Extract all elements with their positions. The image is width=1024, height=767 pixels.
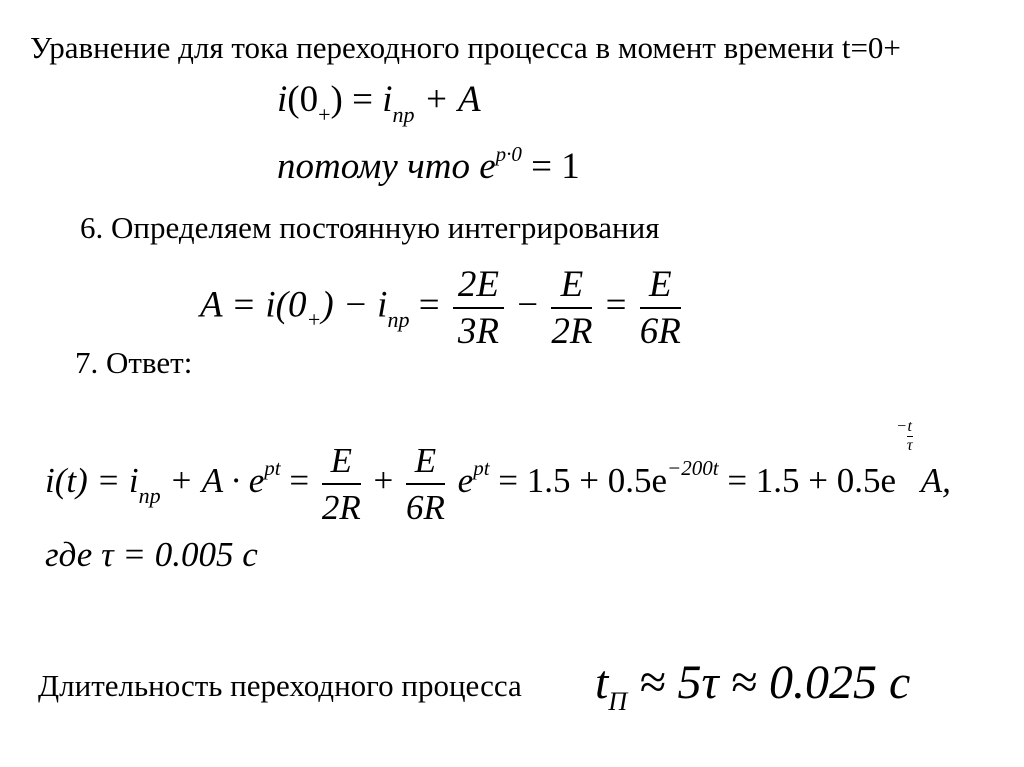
eq4-sup4-minus: − [896,418,907,435]
step-6-heading: 6. Определяем постоянную интегрирования [80,210,660,245]
equation-duration [595,655,911,716]
fraction-e-2r [551,262,592,354]
eq3-lhs: A = i(0 [200,284,307,326]
f3-den: 6R [639,311,681,352]
equation-tau: где τ = 0.005 c [45,535,258,574]
eq6-rest: ≈ 5τ ≈ 0.025 c [627,656,911,709]
equation-answer [45,418,951,530]
eq1-plus-a: + A [414,79,481,120]
eq4-sup3: −200t [667,456,719,481]
eq4-part2: + A · e [160,461,265,501]
eq1-eq: = [342,79,383,120]
eq3-lhs-sub: + [306,307,322,333]
eq4-i-sub: пр [138,483,161,509]
eq3-i-sub: пр [387,307,410,333]
eq2-sup: p·0 [495,142,522,166]
eq6-t-sub: П [608,687,628,716]
eq4-f1-den: 2R [321,488,361,527]
eq4-lhs: i(t) = i [45,461,139,501]
eq4-mid2: = 1.5 + 0.5e [718,461,897,501]
f1-num: 2E [453,262,504,309]
eq4-mid: = 1.5 + 0.5e [489,461,668,501]
eq4-plus: + [373,461,394,501]
eq3-minus: − [517,284,539,326]
exponent-fraction-t-tau [896,418,907,436]
eq4-e2: e [457,461,474,501]
eq1-i2: i [382,79,393,120]
eq4-eq1: = [280,461,318,501]
f2-den: 2R [551,311,593,352]
fraction-e-2r-answer [322,438,361,530]
eq1-arg: (0 [287,79,319,120]
eq3-eq: = [409,284,449,326]
duration-label: Длительность переходного процесса [38,668,522,703]
step-7-heading: 7. Ответ: [75,345,193,380]
eq4-f2-den: 6R [406,488,445,527]
fraction-e-6r-answer [406,438,445,530]
equation-because [277,142,580,188]
fraction-e-6r [640,262,681,354]
eq4-f1-num: E [322,438,361,485]
eq1-i: i [277,79,288,120]
eq3-lhs-close: ) − i [321,284,388,326]
eq6-t: t [595,656,609,709]
exponent-t-over-tau [907,418,913,455]
equation-initial-current [277,78,481,127]
eq1-i-sub: пр [392,102,415,127]
eq2-rhs: = 1 [521,146,580,187]
eq4-sup4-den: τ [906,437,913,454]
heading-current-at-t0: Уравнение для тока переходного процесса в момент времени t=0+ [30,30,901,65]
eq1-close: ) [330,79,343,120]
f2-num: E [551,262,592,309]
eq4-tail: A, [912,461,951,501]
eq4-sup1: pt [264,456,281,481]
equation-constant-a [200,262,685,354]
fraction-2e-3r [453,262,504,354]
eq4-sup2: pt [473,456,490,481]
eq4-f2-num: E [406,438,445,485]
eq2-text: потому что e [277,146,496,187]
f3-num: E [640,262,681,309]
eq1-arg-sub: + [318,102,331,127]
f1-den: 3R [457,311,499,352]
eq3-eq2: = [605,284,627,326]
eq4-sup4-num: t [907,418,912,435]
